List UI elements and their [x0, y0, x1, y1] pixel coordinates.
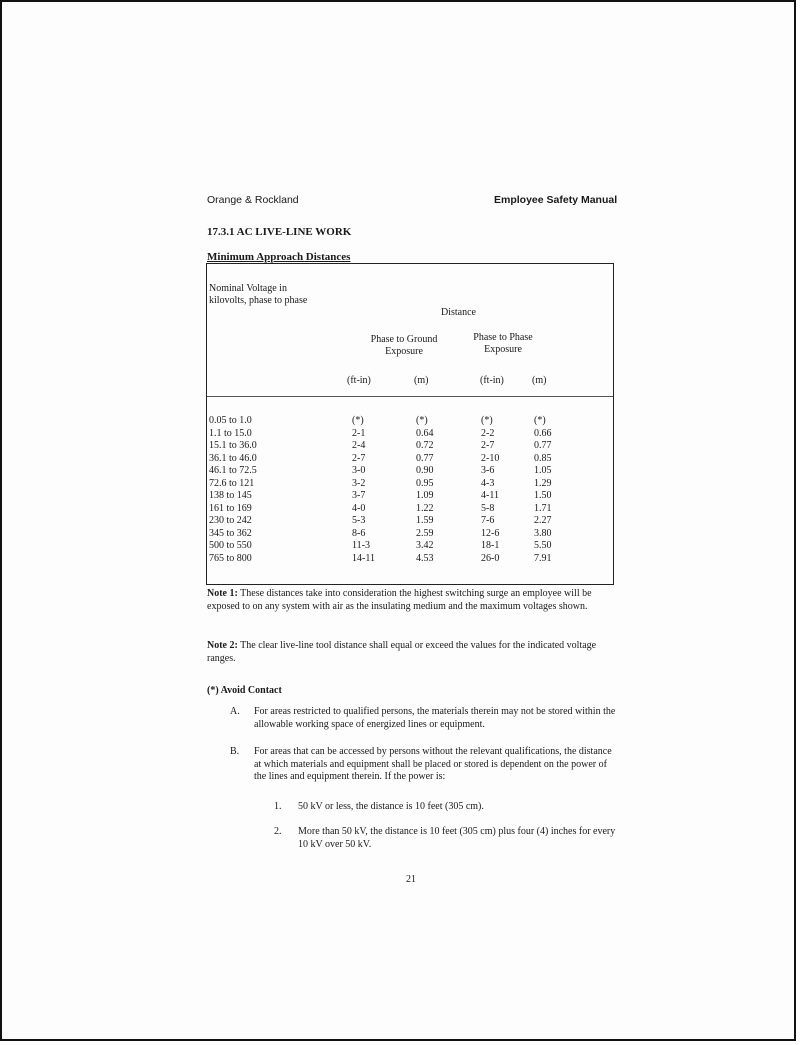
distance-cell: 2-10	[481, 452, 500, 464]
table-row	[206, 553, 614, 565]
voltage-cell: 161 to 169	[209, 502, 252, 514]
avoid-contact-heading: (*) Avoid Contact	[207, 685, 282, 696]
note-2	[207, 639, 617, 665]
distance-cell: 1.05	[534, 465, 552, 476]
unit-header: (ft-in)	[480, 375, 504, 386]
note-1	[207, 587, 617, 613]
distance-cell: 1.29	[534, 477, 552, 489]
nominal-voltage-header: Nominal Voltage in kilovolts, phase to phase	[209, 283, 308, 306]
list-item-text: For areas that can be accessed by persons without the relevant qualifications, the distance at which materials and equipment shall be placed or stored is dependent on the power of the lines and equipment therein. If the power is:	[254, 746, 612, 782]
table-row	[206, 503, 614, 515]
distance-cell: 8-6	[352, 527, 366, 539]
voltage-cell: 138 to 145	[209, 490, 252, 501]
distance-cell: 18-1	[481, 540, 500, 551]
note-1-text: These distances take into consideration the highest switching surge an employee will be exposed to on any system with air as the insulating medium and the maximum voltages shown.	[207, 588, 592, 612]
table-row	[206, 515, 614, 527]
sub-item-label: 1.	[274, 801, 282, 812]
distance-cell: 2.59	[416, 527, 434, 539]
distance-cell: 3.42	[416, 540, 434, 551]
distance-cell: 1.59	[416, 515, 434, 526]
table-row	[206, 490, 614, 502]
sub-item-1	[274, 801, 618, 815]
distance-cell: (*)	[352, 415, 364, 426]
voltage-cell: 72.6 to 121	[209, 477, 255, 489]
distance-cell: 3-0	[352, 465, 366, 476]
distance-cell: 0.90	[416, 465, 434, 476]
distance-cell: 0.77	[416, 452, 434, 464]
table-row	[206, 540, 614, 552]
sub-item-label: 2.	[274, 826, 282, 837]
list-item-text: For areas restricted to qualified persons, the materials therein may not be stored within the allowable working space of energized lines or equipment.	[254, 706, 616, 730]
distance-header: Distance	[441, 307, 476, 318]
distance-cell: 4-0	[352, 502, 366, 514]
sub-item-text: 50 kV or less, the distance is 10 feet (305 cm).	[298, 801, 484, 812]
sub-item-2	[274, 826, 618, 856]
distance-cell: 7.91	[534, 552, 552, 564]
distance-cell: 4-3	[481, 477, 495, 489]
header-manual-title: Employee Safety Manual	[494, 194, 618, 206]
phase-to-phase-header: Phase to Phase Exposure	[473, 332, 533, 355]
distance-cell: 0.64	[416, 427, 434, 439]
voltage-cell: 345 to 362	[209, 527, 252, 539]
note-2-text: The clear live-line tool distance shall equal or exceed the values for the indicated voltage ranges.	[207, 640, 597, 664]
distance-cell: 4.53	[416, 552, 434, 564]
table-row	[206, 453, 614, 465]
distance-cell: 5-3	[352, 515, 366, 526]
distance-cell: 3.80	[534, 527, 552, 539]
distance-cell: 2-1	[352, 427, 366, 439]
section-title: 17.3.1 AC LIVE-LINE WORK	[207, 226, 352, 238]
table-title: Minimum Approach Distances	[207, 251, 351, 263]
table-row	[206, 415, 614, 427]
table-row	[206, 440, 614, 452]
list-item-label: B.	[230, 746, 240, 757]
distance-cell: 1.22	[416, 502, 434, 514]
distance-cell: 2-2	[481, 427, 495, 439]
distance-cell: 7-6	[481, 515, 495, 526]
distance-cell: 3-2	[352, 477, 366, 489]
distance-cell: 0.95	[416, 477, 434, 489]
distance-cell: 5.50	[534, 540, 552, 551]
distance-cell: (*)	[534, 415, 546, 426]
distance-cell: 2-4	[352, 440, 366, 451]
page-number: 21	[406, 874, 416, 885]
table-row	[206, 428, 614, 440]
distance-cell: 12-6	[481, 527, 500, 539]
list-item-b	[230, 746, 616, 790]
distance-cell: 0.77	[534, 440, 552, 451]
voltage-cell: 46.1 to 72.5	[209, 465, 257, 476]
table-divider	[207, 396, 613, 397]
distance-cell: 0.66	[534, 427, 552, 439]
list-item-a	[230, 706, 616, 736]
unit-header: (ft-in)	[347, 375, 371, 386]
unit-header: (m)	[532, 375, 547, 386]
sub-item-text: More than 50 kV, the distance is 10 feet (305 cm) plus four (4) inches for every 10 kV over 50 kV.	[298, 826, 616, 850]
phase-to-ground-header: Phase to Ground Exposure	[370, 334, 438, 357]
distance-cell: 1.09	[416, 490, 434, 501]
distance-cell: 1.50	[534, 490, 552, 501]
distance-cell: 1.71	[534, 502, 552, 514]
table-body	[206, 415, 614, 575]
distance-cell: 14-11	[352, 552, 375, 564]
table-row	[206, 478, 614, 490]
distance-cell: 0.85	[534, 452, 552, 464]
voltage-cell: 0.05 to 1.0	[209, 415, 252, 426]
distance-cell: 4-11	[481, 490, 499, 501]
distance-cell: 2-7	[481, 440, 495, 451]
distance-cell: 3-7	[352, 490, 366, 501]
note-2-label: Note 2:	[207, 640, 238, 651]
distance-cell: 2-7	[352, 452, 366, 464]
distance-cell: 2.27	[534, 515, 552, 526]
voltage-cell: 1.1 to 15.0	[209, 427, 252, 439]
distance-cell: 0.72	[416, 440, 434, 451]
note-1-label: Note 1:	[207, 588, 238, 599]
voltage-cell: 500 to 550	[209, 540, 252, 551]
table-row	[206, 465, 614, 477]
unit-header: (m)	[414, 375, 429, 386]
voltage-cell: 230 to 242	[209, 515, 252, 526]
distance-cell: 11-3	[352, 540, 370, 551]
distance-cell: 26-0	[481, 552, 500, 564]
distance-cell: 5-8	[481, 502, 495, 514]
distance-cell: (*)	[416, 415, 428, 426]
voltage-cell: 765 to 800	[209, 552, 252, 564]
voltage-cell: 15.1 to 36.0	[209, 440, 257, 451]
list-item-label: A.	[230, 706, 240, 717]
distance-cell: (*)	[481, 415, 493, 426]
table-row	[206, 528, 614, 540]
header-company: Orange & Rockland	[207, 194, 299, 206]
voltage-cell: 36.1 to 46.0	[209, 452, 257, 464]
distance-cell: 3-6	[481, 465, 495, 476]
